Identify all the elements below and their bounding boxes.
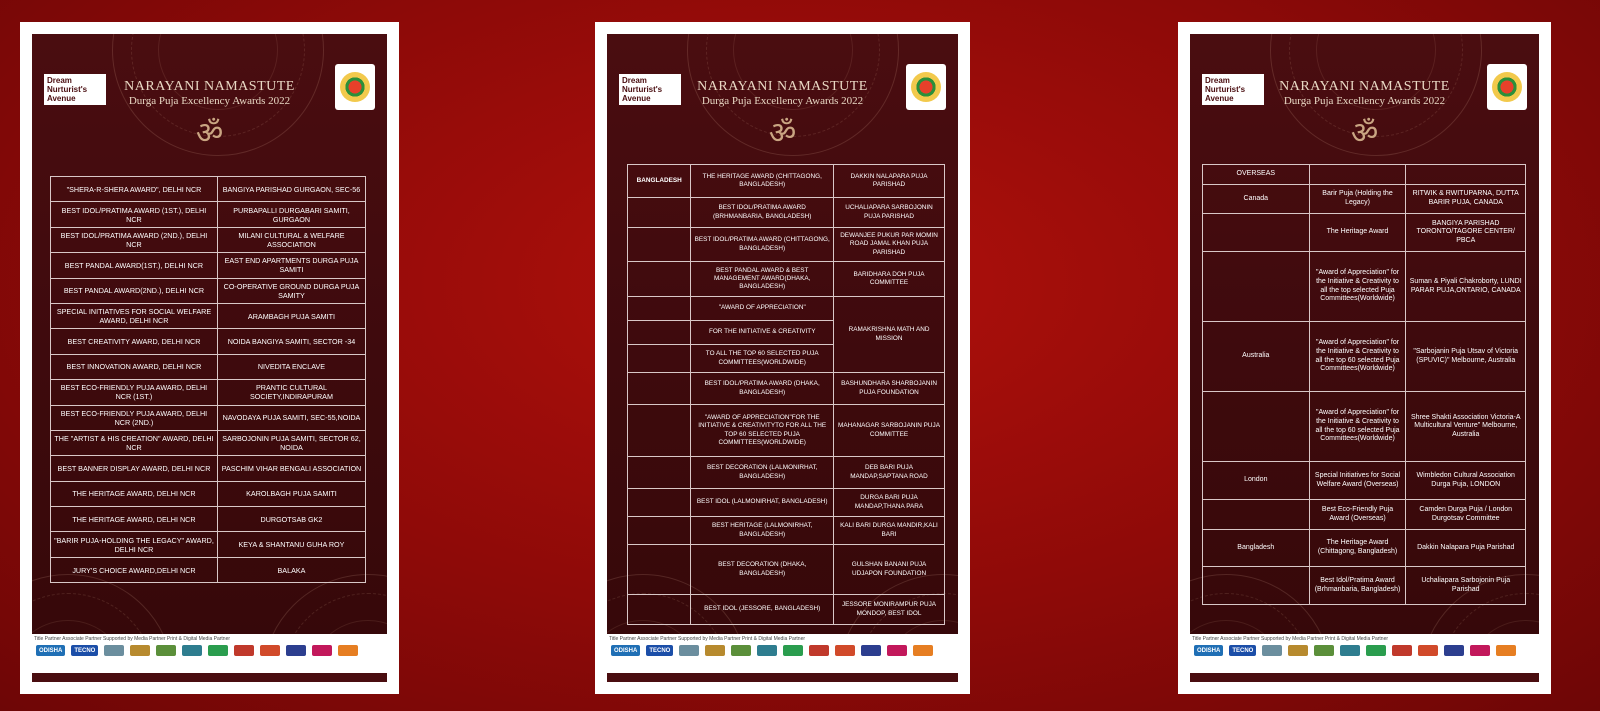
sponsor-footer — [607, 634, 958, 682]
table-row — [1203, 500, 1526, 530]
award-name-cell: TO ALL THE TOP 60 SELECTED PUJA COMMITTEES(WORLDWIDE) — [691, 345, 834, 373]
winner-cell: JESSORE MONIRAMPUR PUJA MONDOP, BEST IDOL — [834, 595, 945, 625]
poster-inner — [32, 34, 387, 682]
table-row — [51, 303, 366, 328]
footer-bar — [32, 673, 387, 682]
winner-cell: UCHALIAPARA SARBOJONIN PUJA PARISHAD — [834, 198, 945, 228]
winner-cell: Wimbledon Cultural Association Durga Puja, LONDON — [1406, 462, 1526, 500]
sponsor-logo-icon: ODISHA — [611, 645, 640, 656]
footer-bar — [1190, 673, 1539, 682]
poster-subtitle: Durga Puja Excellency Awards 2022 — [1283, 95, 1446, 107]
winner-cell: BARIDHARA DOH PUJA COMMITTEE — [834, 262, 945, 297]
sponsor-logo-icon — [1366, 645, 1386, 656]
award-name-cell: "AWARD OF APPRECIATION"FOR THE INITIATIVE & CREATIVITYTO FOR ALL THE TOP 60 SELECTED PUJA COMMITTEES(WORLDWIDE) — [691, 405, 834, 457]
sponsor-logo-icon — [887, 645, 907, 656]
sponsor-logo-icon — [913, 645, 933, 656]
badge-icon — [911, 72, 941, 102]
badge-icon — [1492, 72, 1522, 102]
region-cell — [628, 198, 691, 228]
winner-cell: DURGA BARI PUJA MANDAP,THANA PARA — [834, 489, 945, 517]
table-row — [1203, 322, 1526, 392]
table-row — [628, 457, 945, 489]
sponsor-logo-icon — [156, 645, 176, 656]
winner-cell: DAKKIN NALAPARA PUJA PARISHAD — [834, 165, 945, 198]
sponsor-logo-icon — [1340, 645, 1360, 656]
sponsor-logo-icon — [757, 645, 777, 656]
region-cell — [628, 545, 691, 595]
award-name-cell: "Award of Appreciation" for the Initiative & Creativity to all the top 60 selected Puja Committees(Worldwide) — [1309, 322, 1406, 392]
sponsor-logo-icon — [731, 645, 751, 656]
table-row — [51, 354, 366, 379]
sponsor-logo-icon: ODISHA — [1194, 645, 1223, 656]
table-row — [628, 545, 945, 595]
award-name-cell: BEST ECO-FRIENDLY PUJA AWARD, DELHI NCR (2ND.) — [51, 405, 218, 430]
poster-title: NARAYANI NAMASTUTE — [124, 79, 295, 94]
sponsor-logo-icon — [1288, 645, 1308, 656]
table-row — [628, 489, 945, 517]
award-name-cell: BEST IDOL (LALMONIRHAT, BANGLADESH) — [691, 489, 834, 517]
table-row — [51, 557, 366, 582]
sponsor-labels: Title Partner Associate Partner Supported by Media Partner Print & Digital Media Partner — [34, 636, 231, 642]
winner-cell: BANGIYA PARISHAD GURGAON, SEC-56 — [217, 177, 365, 202]
sponsor-logo-icon — [182, 645, 202, 656]
winner-cell: KEYA & SHANTANU GUHA ROY — [217, 532, 365, 557]
region-cell: London — [1203, 462, 1310, 500]
sponsor-logos — [32, 642, 387, 659]
sponsor-logo-icon — [1262, 645, 1282, 656]
table-row — [51, 380, 366, 405]
award-name-cell: BEST INNOVATION AWARD, DELHI NCR — [51, 354, 218, 379]
sponsor-logo-icon: TECNO — [646, 645, 673, 656]
award-name-cell: THE "ARTIST & HIS CREATION" AWARD, DELHI NCR — [51, 430, 218, 455]
puja-badge-logo — [1487, 64, 1527, 110]
sponsor-logo-icon — [809, 645, 829, 656]
winner-cell: KAROLBAGH PUJA SAMITI — [217, 481, 365, 506]
region-cell — [628, 517, 691, 545]
award-name-cell: "AWARD OF APPRECIATION" — [691, 297, 834, 321]
poster-delhi — [20, 22, 399, 694]
award-name-cell: "Award of Appreciation" for the Initiative & Creativity to all the top selected Puja Committees(Worldwide) — [1309, 252, 1406, 322]
sponsor-logo-icon — [1444, 645, 1464, 656]
sponsor-logo-icon — [208, 645, 228, 656]
winner-cell: NIVEDITA ENCLAVE — [217, 354, 365, 379]
table-row — [51, 177, 366, 202]
sponsor-logos — [1190, 642, 1539, 659]
region-cell: Canada — [1203, 185, 1310, 214]
table-row — [1203, 462, 1526, 500]
region-cell — [1203, 392, 1310, 462]
award-name-cell: BEST PANDAL AWARD & BEST MANAGEMENT AWARD(DHAKA, BANGLADESH) — [691, 262, 834, 297]
award-name-cell: SPECIAL INITIATIVES FOR SOCIAL WELFARE AWARD, DELHI NCR — [51, 303, 218, 328]
dream-nurturist-logo: Dream Nurturist's Avenue — [619, 74, 681, 105]
region-cell — [628, 262, 691, 297]
winner-cell: Camden Durga Puja / London Durgotsav Committee — [1406, 500, 1526, 530]
table-row — [628, 198, 945, 228]
award-name-cell: JURY'S CHOICE AWARD,DELHI NCR — [51, 557, 218, 582]
table-row — [628, 297, 945, 321]
table-row — [628, 405, 945, 457]
ganesha-icon: ॐ — [195, 117, 224, 150]
region-cell: BANGLADESH — [628, 165, 691, 198]
award-name-cell: BEST ECO-FRIENDLY PUJA AWARD, DELHI NCR (1ST.) — [51, 380, 218, 405]
table-row — [628, 262, 945, 297]
table-row — [1203, 530, 1526, 567]
empty-cell — [1406, 165, 1526, 185]
table-row — [51, 278, 366, 303]
sponsor-logo-icon — [260, 645, 280, 656]
table-row — [628, 165, 945, 198]
poster-subtitle: Durga Puja Excellency Awards 2022 — [701, 95, 864, 107]
winner-cell: NOIDA BANGIYA SAMITI, SECTOR -34 — [217, 329, 365, 354]
table-row — [51, 405, 366, 430]
winner-cell: Dakkin Nalapara Puja Parishad — [1406, 530, 1526, 567]
table-row — [51, 430, 366, 455]
region-cell: Australia — [1203, 322, 1310, 392]
table-row — [51, 202, 366, 227]
poster-header — [607, 34, 958, 164]
winner-cell: RAMAKRISHNA MATH AND MISSION — [834, 297, 945, 373]
sponsor-footer — [32, 634, 387, 682]
dream-nurturist-logo: Dream Nurturist's Avenue — [44, 74, 106, 105]
poster-title: NARAYANI NAMASTUTE — [1279, 79, 1450, 94]
winner-cell: MILANI CULTURAL & WELFARE ASSOCIATION — [217, 227, 365, 252]
overseas-label-cell: OVERSEAS — [1203, 165, 1310, 185]
dream-nurturist-logo: Dream Nurturist's Avenue — [1202, 74, 1264, 105]
winner-cell: PRANTIC CULTURAL SOCIETY,INDIRAPURAM — [217, 380, 365, 405]
winner-cell: DURGOTSAB GK2 — [217, 507, 365, 532]
sponsor-logo-icon: TECNO — [71, 645, 98, 656]
winner-cell: GULSHAN BANANI PUJA UDJAPON FOUNDATION — [834, 545, 945, 595]
award-name-cell: BEST IDOL/PRATIMA AWARD (1ST.), DELHI NCR — [51, 202, 218, 227]
winner-cell: BALAKA — [217, 557, 365, 582]
sponsor-footer — [1190, 634, 1539, 682]
table-row — [1203, 185, 1526, 214]
awards-table — [627, 164, 945, 625]
region-cell — [1203, 500, 1310, 530]
poster-title: NARAYANI NAMASTUTE — [697, 79, 868, 94]
table-row — [628, 517, 945, 545]
award-name-cell: Best Idol/Pratima Award (Brhmanbaria, Bangladesh) — [1309, 567, 1406, 605]
award-name-cell: BEST HERITAGE (LALMONIRHAT, BANGLADESH) — [691, 517, 834, 545]
winner-cell: EAST END APARTMENTS DURGA PUJA SAMITI — [217, 253, 365, 278]
table-row — [51, 507, 366, 532]
award-name-cell: BEST PANDAL AWARD(2ND.), DELHI NCR — [51, 278, 218, 303]
ganesha-icon: ॐ — [1350, 117, 1379, 150]
sponsor-logo-icon — [705, 645, 725, 656]
winner-cell: KALI BARI DURGA MANDIR,KALI BARI — [834, 517, 945, 545]
award-name-cell: BEST DECORATION (LALMONIRHAT, BANGLADESH) — [691, 457, 834, 489]
region-cell — [628, 228, 691, 262]
footer-bar — [607, 673, 958, 682]
winner-cell: PASCHIM VIHAR BENGALI ASSOCIATION — [217, 456, 365, 481]
table-row — [1203, 214, 1526, 252]
table-row — [51, 227, 366, 252]
empty-cell — [1309, 165, 1406, 185]
winner-cell: Uchaliapara Sarbojonin Puja Parishad — [1406, 567, 1526, 605]
winner-cell: PURBAPALLI DURGABARI SAMITI, GURGAON — [217, 202, 365, 227]
award-name-cell: "SHERA-R-SHERA AWARD", DELHI NCR — [51, 177, 218, 202]
poster-inner — [1190, 34, 1539, 682]
award-name-cell: Barir Puja (Holding the Legacy) — [1309, 185, 1406, 214]
sponsor-logo-icon — [679, 645, 699, 656]
winner-cell: SARBOJONIN PUJA SAMITI, SECTOR 62, NOIDA — [217, 430, 365, 455]
region-cell — [628, 595, 691, 625]
poster-header — [1190, 34, 1539, 164]
region-cell — [628, 297, 691, 321]
award-name-cell: BEST CREATIVITY AWARD, DELHI NCR — [51, 329, 218, 354]
table-row — [628, 595, 945, 625]
region-cell: Bangladesh — [1203, 530, 1310, 567]
sponsor-logo-icon — [338, 645, 358, 656]
award-name-cell: The Heritage Award (Chittagong, Bangladesh) — [1309, 530, 1406, 567]
poster-header — [32, 34, 387, 164]
puja-badge-logo — [335, 64, 375, 110]
region-cell — [1203, 567, 1310, 605]
winner-cell: Suman & Piyali Chakroborty, LUNDI PARAR PUJA,ONTARIO, CANADA — [1406, 252, 1526, 322]
sponsor-logo-icon — [1314, 645, 1334, 656]
award-name-cell: BEST IDOL/PRATIMA AWARD (DHAKA, BANGLADESH) — [691, 373, 834, 405]
winner-cell: BASHUNDHARA SHARBOJANIN PUJA FOUNDATION — [834, 373, 945, 405]
region-cell — [628, 373, 691, 405]
sponsor-logo-icon: TECNO — [1229, 645, 1256, 656]
poster-inner — [607, 34, 958, 682]
sponsor-logo-icon — [783, 645, 803, 656]
award-name-cell: THE HERITAGE AWARD (CHITTAGONG, BANGLADESH) — [691, 165, 834, 198]
table-row — [51, 481, 366, 506]
poster-subtitle: Durga Puja Excellency Awards 2022 — [128, 95, 291, 107]
winner-cell: ARAMBAGH PUJA SAMITI — [217, 303, 365, 328]
region-cell — [628, 489, 691, 517]
award-name-cell: BEST IDOL (JESSORE, BANGLADESH) — [691, 595, 834, 625]
sponsor-logo-icon: ODISHA — [36, 645, 65, 656]
winner-cell: NAVODAYA PUJA SAMITI, SEC-55,NOIDA — [217, 405, 365, 430]
winner-cell: Shree Shakti Association Victoria-A Multicultural Venture" Melbourne, Australia — [1406, 392, 1526, 462]
table-row — [51, 253, 366, 278]
sponsor-logo-icon — [286, 645, 306, 656]
table-row — [51, 329, 366, 354]
award-name-cell: BEST DECORATION (DHAKA, BANGLADESH) — [691, 545, 834, 595]
award-name-cell: BEST IDOL/PRATIMA AWARD (BRHMANBARIA, BANGLADESH) — [691, 198, 834, 228]
sponsor-logo-icon — [835, 645, 855, 656]
region-cell — [628, 321, 691, 345]
award-name-cell: THE HERITAGE AWARD, DELHI NCR — [51, 481, 218, 506]
sponsor-logos — [607, 642, 958, 659]
award-name-cell: The Heritage Award — [1309, 214, 1406, 252]
awards-table — [1202, 164, 1526, 605]
sponsor-logo-icon — [1418, 645, 1438, 656]
badge-icon — [340, 72, 370, 102]
award-name-cell: BEST IDOL/PRATIMA AWARD (2ND.), DELHI NCR — [51, 227, 218, 252]
table-row — [1203, 252, 1526, 322]
winner-cell: RITWIK & RWITUPARNA, DUTTA BARIR PUJA, CANADA — [1406, 185, 1526, 214]
winner-cell: CO-OPERATIVE GROUND DURGA PUJA SAMITY — [217, 278, 365, 303]
sponsor-logo-icon — [234, 645, 254, 656]
winner-cell: "Sarbojanin Puja Utsav of Victoria (SPUVIC)" Melbourne, Australia — [1406, 322, 1526, 392]
sponsor-logo-icon — [312, 645, 332, 656]
table-row — [51, 532, 366, 557]
sponsor-logo-icon — [1496, 645, 1516, 656]
region-cell — [628, 405, 691, 457]
sponsor-logo-icon — [1470, 645, 1490, 656]
award-name-cell: Special Initiatives for Social Welfare Award (Overseas) — [1309, 462, 1406, 500]
ganesha-icon: ॐ — [768, 117, 797, 150]
award-name-cell: FOR THE INITIATIVE & CREATIVITY — [691, 321, 834, 345]
region-cell — [1203, 252, 1310, 322]
table-row — [1203, 567, 1526, 605]
sponsor-logo-icon — [130, 645, 150, 656]
sponsor-logo-icon — [104, 645, 124, 656]
award-name-cell: "Award of Appreciation" for the Initiative & Creativity to all the top 60 selected Puja Committees(Worldwide) — [1309, 392, 1406, 462]
award-name-cell: "BARIR PUJA-HOLDING THE LEGACY" AWARD, DELHI NCR — [51, 532, 218, 557]
award-name-cell: BEST PANDAL AWARD(1ST.), DELHI NCR — [51, 253, 218, 278]
winner-cell: DEWANJEE PUKUR PAR MOMIN ROAD JAMAL KHAN PUJA PARISHAD — [834, 228, 945, 262]
table-row — [51, 456, 366, 481]
poster-bangladesh — [595, 22, 970, 694]
award-name-cell: THE HERITAGE AWARD, DELHI NCR — [51, 507, 218, 532]
sponsor-logo-icon — [861, 645, 881, 656]
winner-cell: BANGIYA PARISHAD TORONTO/TAGORE CENTER/ PBCA — [1406, 214, 1526, 252]
sponsor-logo-icon — [1392, 645, 1412, 656]
table-row — [628, 373, 945, 405]
sponsor-labels: Title Partner Associate Partner Supported by Media Partner Print & Digital Media Partner — [609, 636, 806, 642]
puja-badge-logo — [906, 64, 946, 110]
table-header-row — [1203, 165, 1526, 185]
sponsor-labels: Title Partner Associate Partner Supported by Media Partner Print & Digital Media Partner — [1192, 636, 1389, 642]
region-cell — [628, 345, 691, 373]
table-row — [1203, 392, 1526, 462]
region-cell — [628, 457, 691, 489]
award-name-cell: BEST IDOL/PRATIMA AWARD (CHITTAGONG, BANGLADESH) — [691, 228, 834, 262]
awards-table — [50, 176, 366, 583]
poster-overseas — [1178, 22, 1551, 694]
table-row — [628, 228, 945, 262]
award-name-cell: Best Eco-Friendly Puja Award (Overseas) — [1309, 500, 1406, 530]
award-name-cell: BEST BANNER DISPLAY AWARD, DELHI NCR — [51, 456, 218, 481]
region-cell — [1203, 214, 1310, 252]
winner-cell: MAHANAGAR SARBOJANIN PUJA COMMITTEE — [834, 405, 945, 457]
winner-cell: DEB BARI PUJA MANDAP,SAPTANA ROAD — [834, 457, 945, 489]
